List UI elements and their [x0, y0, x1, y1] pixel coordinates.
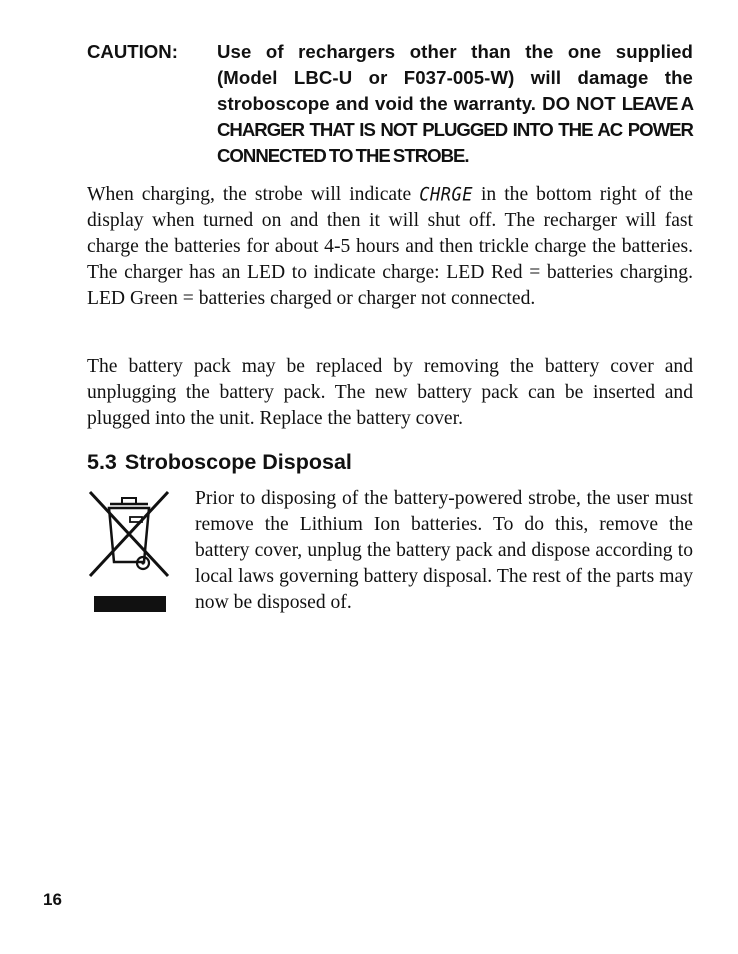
caution-text: [217, 39, 693, 169]
charging-text-after: in the bottom right of the display when turned on and then it will shut off. The recharger will fast charge the batteries for about 4-5 hours and then trickle charge the batteries. The charger has an LED to indicate charge: LED Red = batteries charging. LED Green = batteries charged or charger not connected.: [87, 184, 694, 309]
caution-block: [87, 39, 693, 169]
section-title: Stroboscope Disposal: [124, 450, 352, 474]
section-number: 5.3: [87, 450, 117, 474]
lcd-charge-indicator: CHRGE: [419, 184, 473, 206]
page-number: 16: [43, 890, 62, 909]
caution-label: CAUTION:: [87, 41, 178, 62]
caution-text-emphasis: LEAVE A CHARGER THAT IS NOT PLUGGED INTO THE AC POWER CONNECTED TO THE STROBE.: [217, 93, 694, 166]
charging-paragraph: [87, 182, 693, 312]
battery-replace-paragraph: The battery pack may be replaced by removing the battery cover and unplugging the battery pack. The new battery pack can be inserted and plugged into the unit. Replace the battery cover.: [87, 356, 693, 429]
disposal-paragraph: Prior to disposing of the battery-powered strobe, the user must remove the Lithium Ion batteries. To do this, remove the battery cover, unplug the battery pack and dispose according to local laws governing battery disposal. The rest of the parts may now be disposed of.: [195, 488, 693, 613]
section-heading: [87, 448, 352, 476]
crossed-out-wheelie-bin-icon: [86, 490, 172, 616]
charging-text-before: When charging, the strobe will indicate: [87, 184, 420, 205]
caution-text-main: Use of rechargers other than the one supplied (Model LBC-U or F037-005-W) will damage the stroboscope and void the warranty. DO NOT: [217, 41, 693, 114]
